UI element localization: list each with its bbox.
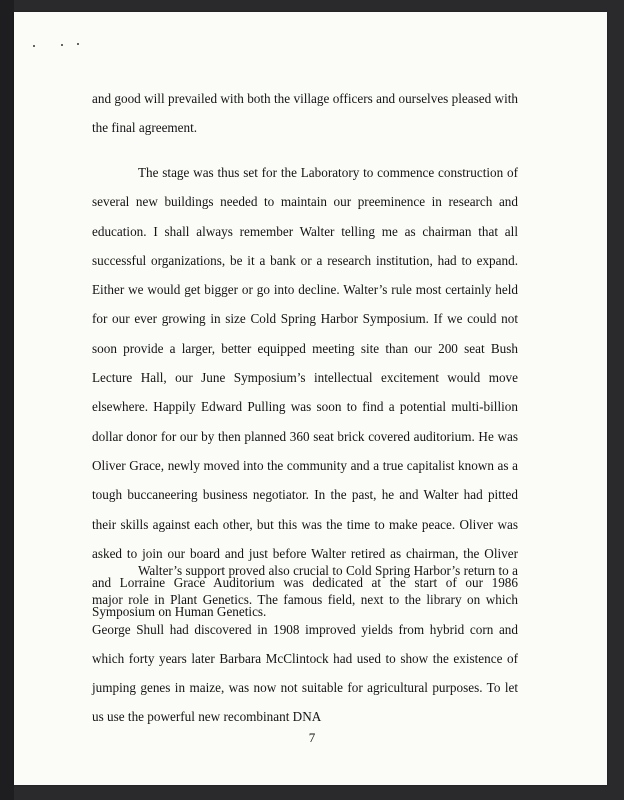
page-number: 7: [308, 730, 316, 745]
paragraph-plant-genetics: Walter’s support proved also crucial to Cold Spring Harbor’s return to a major role in Plant Genetics. The famous field, next to the library on which George Shull had discovered in 1908 improved yields from hybrid corn and which forty years later Barbara McClintock had used to show the existence of jumping genes in maize, was now not suitable for agricultural purposes. To let us use the powerful new recombinant DNA: [92, 563, 518, 725]
paragraph-continuation: and good will prevailed with both the village officers and ourselves pleased with the final agreement.: [92, 91, 518, 136]
stray-mark: [77, 43, 79, 45]
scan-background: [0, 0, 14, 800]
stray-mark: [61, 44, 63, 46]
paragraph-stage-set: The stage was thus set for the Laboratory to commence construction of several new buildings needed to maintain our preeminence in research and education. I shall always remember Walter telling me as chairman that all successful organizations, be it a bank or a research institution, had to expand. Either we would get bigger or go into decline. Walter’s rule most certainly held for our ever growing in size Cold Spring Harbor Symposium. If we could not soon provide a larger, better equipped meeting site than our 200 seat Bush Lecture Hall, our June Symposium’s intellectual excitement would move elsewhere. Happily Edward Pulling was soon to find a potential multi-billion dollar donor for our by then planned 360 seat brick covered auditorium. He was Oliver Grace, newly moved into the community and a true capitalist known as a tough buccaneering business negotiator. In the past, he and Walter had pitted their skills against each other, but this was the time to make peace. Oliver was asked to join our board and just before Walter retired as chairman, the Oliver and Lorraine Grace Auditorium was dedicated at the start of our 1986 Symposium on Human Genetics.: [92, 165, 518, 620]
stray-mark: [33, 45, 35, 47]
